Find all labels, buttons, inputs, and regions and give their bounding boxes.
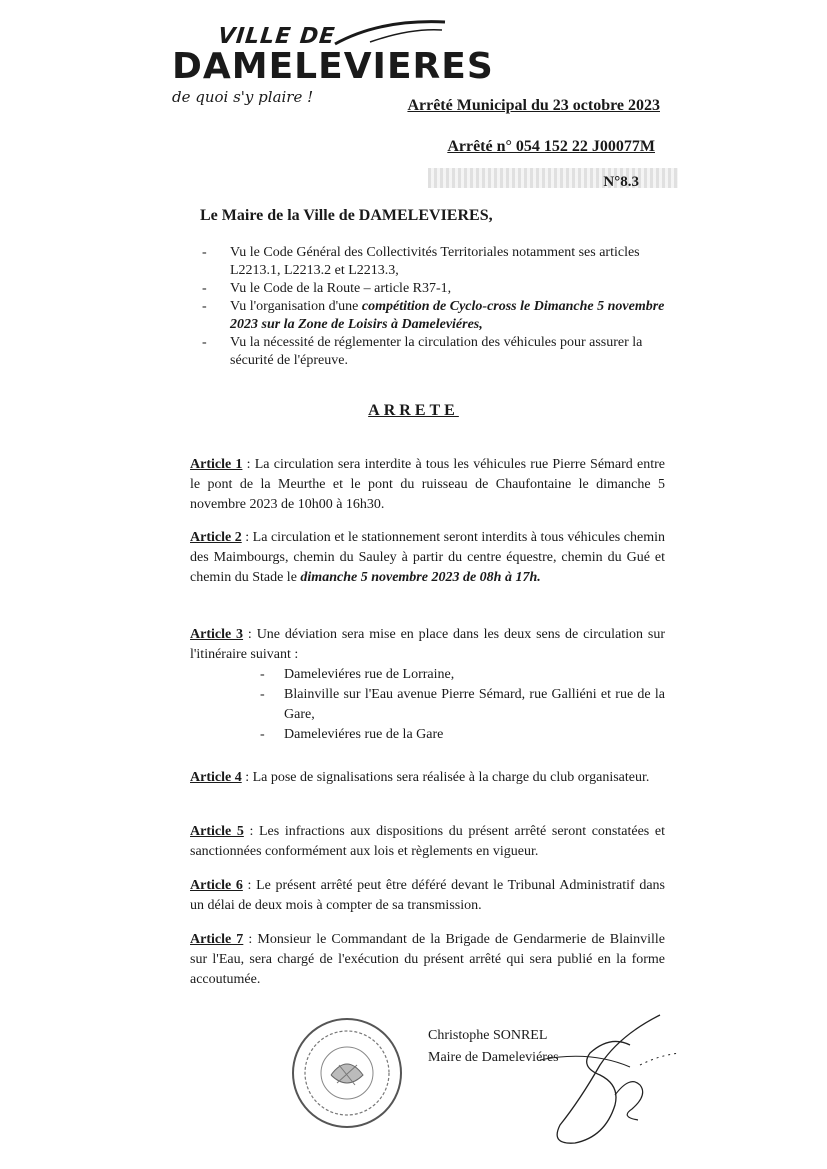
route-item: - Blainville sur l'Eau avenue Pierre Sémard, rue Galliéni et rue de la Gare, [256,685,665,725]
decree-date: Arrêté Municipal du 23 octobre 2023 [407,97,660,114]
article-label: Article 1 [190,457,243,472]
article-text: : La circulation sera interdite à tous les véhicules rue Pierre Sémard entre le pont de la Meurthe et le pont du ruisseau de Chaufontaine le dimanche 5 novembre 2023 de 10h00 à 16h30. [190,457,665,512]
article-text: : Monsieur le Commandant de la Brigade de Gendarmerie de Blainville sur l'Eau, sera chargé de l'exécution du présent arrêté qui sera publié en la forme accoutumée. [190,932,665,987]
decree-number: Arrêté n° 054 152 22 J00077M [447,138,655,155]
article-label: Article 3 [190,627,244,642]
consideration-item: - Vu le Code Général des Collectivités Territoriales notamment ses articles L2213.1, L2213.2 et L2213.3, [200,244,670,280]
article-label: Article 7 [190,932,244,947]
article-label: Article 5 [190,824,244,839]
route-item: - Dameleviéres rue de Lorraine, [256,665,665,685]
article-text: : La pose de signalisations sera réalisée à la charge du club organisateur. [241,770,650,785]
article-text: : La circulation et le stationnement seront interdits à tous véhicules chemin des Maimbourgs, chemin du Sauley à partir du centre équestre, chemin du Gué et chemin du Stade le [190,530,665,585]
article-label: Article 6 [190,878,243,893]
signatory-title: Maire de Dameleviéres [428,1050,559,1065]
article-1 [190,455,665,515]
article-label: Article 4 [190,770,242,785]
consideration-item: - Vu la nécessité de réglementer la circulation des véhicules pour assurer la sécurité de l'épreuve. [200,334,670,370]
decree-title: ARRETE [368,402,459,419]
article-text: : Une déviation sera mise en place dans les deux sens de circulation sur l'itinéraire suivant : [190,627,665,662]
redacted-line [428,168,678,188]
article-label: Article 2 [190,530,242,545]
article-2 [190,528,665,588]
mayor-signature [520,1005,690,1155]
town-seal-stamp [287,1013,407,1133]
article-text: : Le présent arrêté peut être déféré devant le Tribunal Administratif dans un délai de deux mois à compter de sa transmission. [190,878,665,913]
article-5 [190,822,665,862]
article-4 [190,768,665,788]
article-3 [190,625,665,745]
mayor-heading: Le Maire de la Ville de DAMELEVIERES, [200,207,493,224]
consideration-item: - Vu l'organisation d'une compétition de Cyclo-cross le Dimanche 5 novembre 2023 sur la Zone de Loisirs à Dameleviéres, [200,298,670,334]
signatory-name: Christophe SONREL [428,1028,548,1043]
consideration-item: - Vu le Code de la Route – article R37-1, [200,280,670,298]
logo-tagline: de quoi s'y plaire ! [172,88,314,106]
considerations-list [200,244,670,370]
detour-route-list [256,665,665,745]
article-emphasis: dimanche 5 novembre 2023 de 08h à 17h. [300,570,541,585]
article-7 [190,930,665,990]
decree-sub-number: N°8.3 [603,174,639,190]
route-item: - Dameleviéres rue de la Gare [256,725,665,745]
logo-town-prefix: VILLE DE [216,24,337,49]
article-text: : Les infractions aux dispositions du présent arrêté seront constatées et sanctionnées conformément aux lois et règlements en vigueur. [190,824,665,859]
logo-town-name: DAMELEVIERES [172,46,494,87]
article-6 [190,876,665,916]
